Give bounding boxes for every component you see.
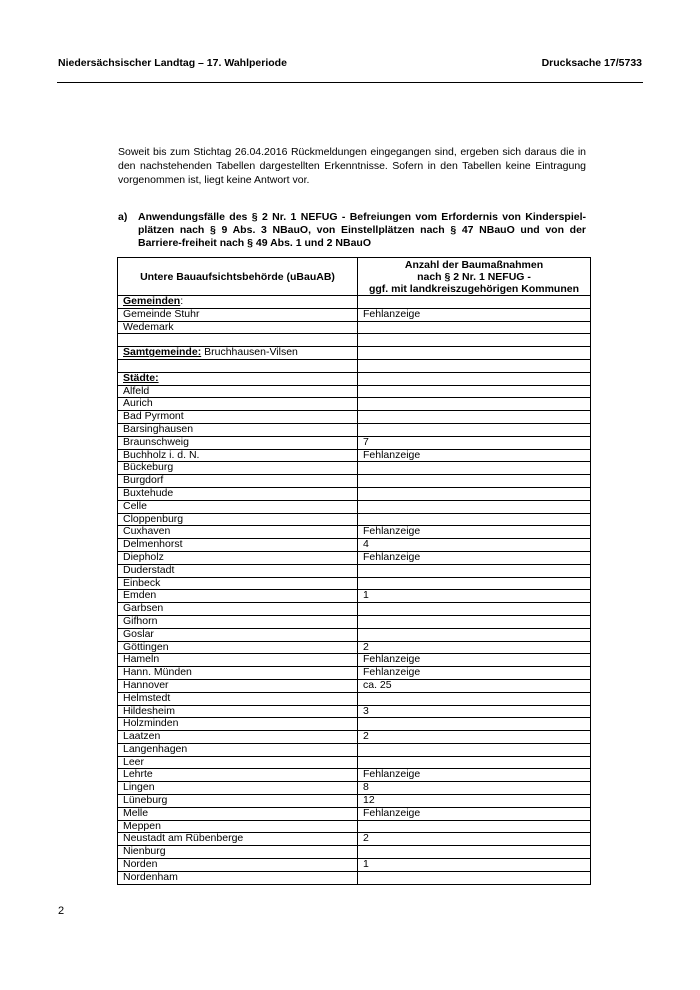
group-label: Gemeinden bbox=[123, 295, 181, 307]
authority-cell: Bückeburg bbox=[118, 462, 358, 475]
column-header-authority: Untere Bauaufsichtsbehörde (uBauAB) bbox=[118, 258, 358, 296]
authority-cell: Diepholz bbox=[118, 551, 358, 564]
table-row bbox=[118, 667, 591, 680]
table-row bbox=[118, 398, 591, 411]
table-row bbox=[118, 615, 591, 628]
column-header-count bbox=[358, 258, 591, 296]
value-cell bbox=[358, 475, 591, 488]
value-cell bbox=[358, 321, 591, 334]
authority-cell: Hannover bbox=[118, 679, 358, 692]
authority-cell: Goslar bbox=[118, 628, 358, 641]
table-row bbox=[118, 564, 591, 577]
authority-cell: Göttingen bbox=[118, 641, 358, 654]
authority-cell: Melle bbox=[118, 807, 358, 820]
table-row bbox=[118, 449, 591, 462]
group-label-suffix: Bruchhausen-Vilsen bbox=[201, 346, 298, 359]
authority-cell: Alfeld bbox=[118, 385, 358, 398]
table-row bbox=[118, 590, 591, 603]
authority-cell: Wedemark bbox=[118, 321, 358, 334]
section-heading bbox=[118, 211, 586, 250]
table-row bbox=[118, 423, 591, 436]
group-row-samtgemeinde bbox=[118, 347, 591, 360]
column-header-count-line: nach § 2 Nr. 1 NEFUG - bbox=[417, 270, 531, 283]
authority-cell: Laatzen bbox=[118, 731, 358, 744]
value-cell bbox=[358, 846, 591, 859]
group-row-gemeinden bbox=[118, 296, 591, 309]
value-cell bbox=[358, 628, 591, 641]
authority-cell: Celle bbox=[118, 500, 358, 513]
table-row bbox=[118, 743, 591, 756]
table-row bbox=[118, 526, 591, 539]
value-cell: 7 bbox=[358, 436, 591, 449]
value-cell: Fehlanzeige bbox=[358, 551, 591, 564]
intro-paragraph: Soweit bis zum Stichtag 26.04.2016 Rückmeldungen eingegangen sind, ergeben sich daraus die in den nachstehenden Tabellen dargestellten Erkenntnisse. Sofern in den Tabellen keine Eintragung vorgenommen ist, liegt keine Antwort vor. bbox=[118, 146, 586, 186]
value-cell: Fehlanzeige bbox=[358, 449, 591, 462]
section-marker: a) bbox=[118, 211, 128, 223]
column-header-count-line: Anzahl der Baumaßnahmen bbox=[404, 258, 544, 271]
value-cell bbox=[358, 500, 591, 513]
table-row bbox=[118, 846, 591, 859]
value-cell: Fehlanzeige bbox=[358, 654, 591, 667]
value-cell: Fehlanzeige bbox=[358, 769, 591, 782]
table-row bbox=[118, 385, 591, 398]
table-row bbox=[118, 551, 591, 564]
value-cell bbox=[358, 743, 591, 756]
authority-cell: Lehrte bbox=[118, 769, 358, 782]
authority-cell: Leer bbox=[118, 756, 358, 769]
value-cell bbox=[358, 462, 591, 475]
authority-cell: Cuxhaven bbox=[118, 526, 358, 539]
table-row bbox=[118, 820, 591, 833]
value-cell: Fehlanzeige bbox=[358, 308, 591, 321]
table-row bbox=[118, 436, 591, 449]
value-cell: ca. 25 bbox=[358, 679, 591, 692]
table-row bbox=[118, 475, 591, 488]
group-label-cell bbox=[118, 372, 358, 385]
group-label: Samtgemeinde: bbox=[123, 346, 202, 359]
authority-cell: Burgdorf bbox=[118, 475, 358, 488]
value-cell bbox=[358, 398, 591, 411]
authority-cell: Gemeinde Stuhr bbox=[118, 308, 358, 321]
authority-cell: Meppen bbox=[118, 820, 358, 833]
table-row bbox=[118, 795, 591, 808]
table-body bbox=[118, 296, 591, 885]
group-label-cell bbox=[118, 296, 358, 309]
table-row bbox=[118, 603, 591, 616]
header-divider bbox=[57, 82, 643, 83]
value-cell: 1 bbox=[358, 859, 591, 872]
table-row bbox=[118, 308, 591, 321]
authority-cell: Garbsen bbox=[118, 603, 358, 616]
value-cell: 4 bbox=[358, 539, 591, 552]
authority-cell: Nordenham bbox=[118, 871, 358, 884]
authority-cell: Helmstedt bbox=[118, 692, 358, 705]
value-cell: 1 bbox=[358, 590, 591, 603]
value-cell bbox=[358, 411, 591, 424]
table-row bbox=[118, 871, 591, 884]
value-cell bbox=[358, 564, 591, 577]
empty-cell bbox=[358, 334, 591, 347]
value-cell bbox=[358, 615, 591, 628]
empty-cell bbox=[358, 359, 591, 372]
value-cell bbox=[358, 347, 591, 360]
value-cell: 2 bbox=[358, 731, 591, 744]
table-row bbox=[118, 577, 591, 590]
section-title: Anwendungsfälle des § 2 Nr. 1 NEFUG - Befreiungen vom Erfordernis von Kinderspiel-plätzen nach § 9 Abs. 3 NBauO, von Einstellplätzen nach § 47 NBauO und von der Barriere-freiheit nach § 49 Abs. 1 und 2 NBauO bbox=[138, 211, 586, 249]
authority-cell: Gifhorn bbox=[118, 615, 358, 628]
authority-cell: Aurich bbox=[118, 398, 358, 411]
authority-cell: Duderstadt bbox=[118, 564, 358, 577]
authority-cell: Lüneburg bbox=[118, 795, 358, 808]
authority-cell: Bad Pyrmont bbox=[118, 411, 358, 424]
value-cell bbox=[358, 692, 591, 705]
authority-cell: Lingen bbox=[118, 782, 358, 795]
value-cell bbox=[358, 577, 591, 590]
value-cell bbox=[358, 487, 591, 500]
table-row bbox=[118, 411, 591, 424]
value-cell: 3 bbox=[358, 705, 591, 718]
table-row bbox=[118, 769, 591, 782]
table-row bbox=[118, 833, 591, 846]
authority-cell: Emden bbox=[118, 590, 358, 603]
authority-cell: Norden bbox=[118, 859, 358, 872]
table-row bbox=[118, 756, 591, 769]
value-cell: Fehlanzeige bbox=[358, 807, 591, 820]
value-cell: 8 bbox=[358, 782, 591, 795]
group-label: Städte: bbox=[123, 372, 159, 384]
value-cell bbox=[358, 603, 591, 616]
group-row-staedte bbox=[118, 372, 591, 385]
value-cell: Fehlanzeige bbox=[358, 667, 591, 680]
table-header-row bbox=[118, 258, 591, 296]
authority-cell: Holzminden bbox=[118, 718, 358, 731]
group-label-suffix: : bbox=[180, 295, 184, 307]
value-cell: 12 bbox=[358, 795, 591, 808]
value-cell: 2 bbox=[358, 833, 591, 846]
authority-cell: Hameln bbox=[118, 654, 358, 667]
table-row bbox=[118, 641, 591, 654]
table-row bbox=[118, 321, 591, 334]
spacer-row bbox=[118, 359, 591, 372]
table-row bbox=[118, 654, 591, 667]
authority-cell: Einbeck bbox=[118, 577, 358, 590]
authority-cell: Delmenhorst bbox=[118, 539, 358, 552]
authority-cell: Langenhagen bbox=[118, 743, 358, 756]
table-row bbox=[118, 628, 591, 641]
authority-cell: Nienburg bbox=[118, 846, 358, 859]
empty-cell bbox=[118, 334, 358, 347]
authority-cell: Braunschweig bbox=[118, 436, 358, 449]
value-cell bbox=[358, 871, 591, 884]
authority-cell: Neustadt am Rübenberge bbox=[118, 833, 358, 846]
table-row bbox=[118, 487, 591, 500]
authority-cell: Barsinghausen bbox=[118, 423, 358, 436]
table-row bbox=[118, 539, 591, 552]
authority-cell: Cloppenburg bbox=[118, 513, 358, 526]
value-cell: 2 bbox=[358, 641, 591, 654]
table-row bbox=[118, 782, 591, 795]
spacer-row bbox=[118, 334, 591, 347]
empty-cell bbox=[118, 359, 358, 372]
value-cell bbox=[358, 756, 591, 769]
results-table bbox=[117, 257, 591, 885]
table-row bbox=[118, 807, 591, 820]
value-cell bbox=[358, 718, 591, 731]
table-row bbox=[118, 500, 591, 513]
table-row bbox=[118, 705, 591, 718]
table-row bbox=[118, 859, 591, 872]
table-row bbox=[118, 731, 591, 744]
header-title: Niedersächsischer Landtag – 17. Wahlperiode bbox=[58, 57, 287, 69]
column-header-count-line: ggf. mit landkreiszugehörigen Kommunen bbox=[368, 282, 579, 295]
authority-cell: Buchholz i. d. N. bbox=[118, 449, 358, 462]
value-cell bbox=[358, 513, 591, 526]
authority-cell: Buxtehude bbox=[118, 487, 358, 500]
value-cell bbox=[358, 423, 591, 436]
page-number: 2 bbox=[58, 905, 65, 917]
value-cell bbox=[358, 372, 591, 385]
table-row bbox=[118, 679, 591, 692]
value-cell bbox=[358, 296, 591, 309]
table-row bbox=[118, 718, 591, 731]
value-cell bbox=[358, 385, 591, 398]
document-number: Drucksache 17/5733 bbox=[541, 57, 642, 69]
authority-cell: Hann. Münden bbox=[118, 667, 358, 680]
value-cell bbox=[358, 820, 591, 833]
table-row bbox=[118, 692, 591, 705]
table-row bbox=[118, 462, 591, 475]
value-cell: Fehlanzeige bbox=[358, 526, 591, 539]
group-label-cell bbox=[118, 347, 358, 360]
authority-cell: Hildesheim bbox=[118, 705, 358, 718]
table-row bbox=[118, 513, 591, 526]
